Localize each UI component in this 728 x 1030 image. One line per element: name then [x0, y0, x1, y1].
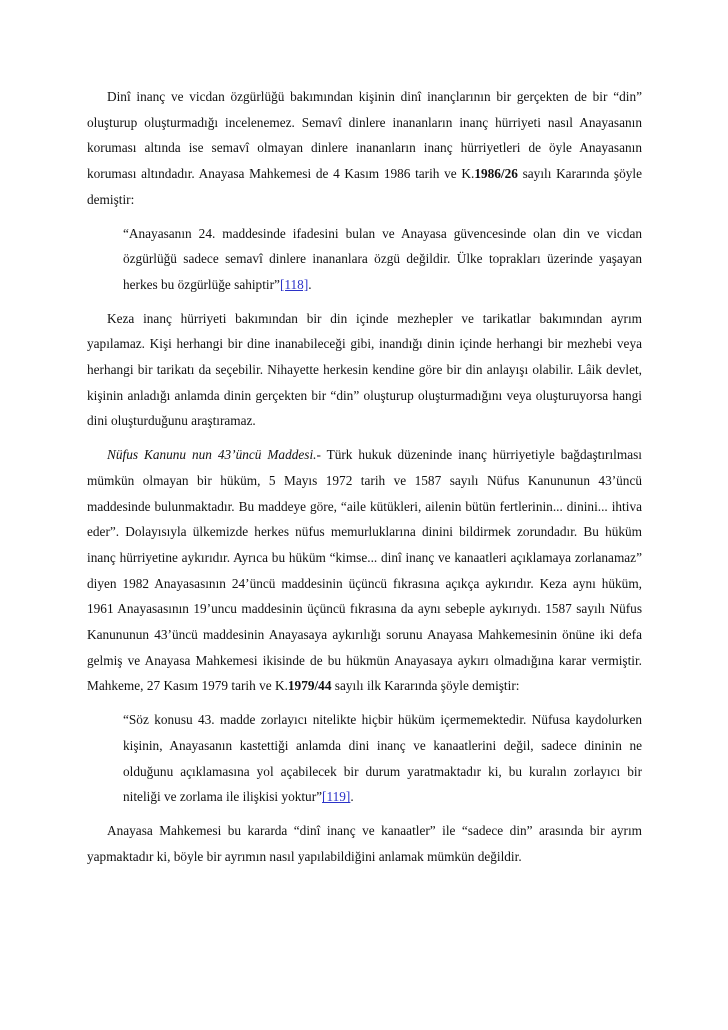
decision-number-1986: 1986/26 [474, 166, 518, 182]
paragraph-1-tail: sayılı Kararında şöyle demiştir: [87, 166, 642, 207]
quote-2-end: . [350, 789, 354, 805]
quote-1-text: “Anayasanın 24. maddesinde ifadesini bulan ve Anayasa güvencesinde olan din ve vicdan özgürlüğü sadece semavî dinlere inananlara özgü değildir. Ülke toprakları üzerinde yaşayan herkes bu özgürlüğe sahiptir” [123, 225, 642, 292]
quote-2-text: “Söz konusu 43. madde zorlayıcı nitelikte hiçbir hüküm içermemektedir. Nüfusa kaydolurken kişinin, Anayasanın kastettiği anlamda dini inanç ve kanaatlerini değil, sadece dininin ne olduğunu açıklamasına yol açabilecek bir durum yaratmaktadır ki, bu kuralın zorlayıcı bir niteliği ve zorlama ile ilişkisi yoktur” [123, 712, 642, 805]
quote-1 [87, 221, 642, 298]
decision-number-1979: 1979/44 [287, 678, 332, 694]
paragraph-3 [87, 442, 642, 699]
section-heading-nufus-kanunu: Nüfus Kanunu nun 43’üncü Maddesi.- [107, 447, 321, 463]
document-body [87, 84, 642, 877]
paragraph-1 [87, 84, 642, 213]
paragraph-3-text: Türk hukuk düzeninde inanç hürriyetiyle bağdaştırılması mümkün olmayan bir hüküm, 5 Mayıs 1972 tarih ve 1587 sayılı Nüfus Kanununun 43’üncü maddesinde bulunmaktadır. Bu maddeye göre, “aile kütükleri, ailenin bütün fertlerinin... dinini... ihtiva eder”. Dolayısıyla ülkemizde herkes nüfus memurluklarına dinini bildirmek zorundadır. Bu hüküm inanç hürriyetine aykırıdır. Ayrıca bu hüküm “kimse... dinî inanç ve kanaatleri açıklamaya zorlanamaz” diyen 1982 Anayasasının 24’üncü maddesinin üçüncü fıkrasına açıkça aykırıdır. Keza aynı hüküm, 1961 Anayasasının 19’uncu maddesinin üçüncü fıkrasına da aynı sebeple aykırıydı. 1587 sayılı Nüfus Kanununun 43’üncü maddesinin Anayasaya aykırılığı sorunu Anayasa Mahkemesinin önüne iki defa gelmiş ve Anayasa Mahkemesi ikisinde de bu hükmün Anayasaya aykırı olmadığına karar vermiştir. Mahkeme, 27 Kasım 1979 tarih ve K. [87, 447, 642, 694]
quote-2 [87, 707, 642, 810]
footnote-link-119[interactable]: [119] [322, 789, 351, 805]
paragraph-2: Keza inanç hürriyeti bakımından bir din içinde mezhepler ve tarikatlar bakımından ayrım yapılamaz. Kişi herhangi bir dine inanabileceği gibi, inandığı dinin içinde herhangi bir mezhebi veya herhangi bir tarikatı da seçebilir. Nihayette herkesin kendine göre bir din anlayışı olabilir. Lâik devlet, kişinin anladığı anlamda dinin gerçekten bir “din” oluşturup oluşturmadığını veya oluşturuyorsa hangi dini oluşturduğunu araştıramaz. [87, 310, 642, 429]
paragraph-3-tail: sayılı ilk Kararında şöyle demiştir: [331, 678, 520, 694]
paragraph-1-text: Dinî inanç ve vicdan özgürlüğü bakımından kişinin dinî inançlarının bir gerçekten de bir “din” oluşturup oluşturmadığı incelenemez. Semavî dinlere inananların inanç hürriyeti nasıl Anayasanın koruması altında ise semavî olmayan dinlere inananların inanç hürriyetleri de öyle Anayasanın koruması altındadır. Anayasa Mahkemesi de 4 Kasım 1986 tarih ve K. [87, 89, 642, 182]
footnote-link-118[interactable]: [118] [279, 276, 309, 292]
quote-1-end: . [308, 276, 312, 292]
paragraph-4: Anayasa Mahkemesi bu kararda “dinî inanç ve kanaatler” ile “sadece din” arasında bir ayrım yapmaktadır ki, böyle bir ayrımın nasıl yapılabildiğini anlamak mümkün değildir. [87, 822, 642, 864]
